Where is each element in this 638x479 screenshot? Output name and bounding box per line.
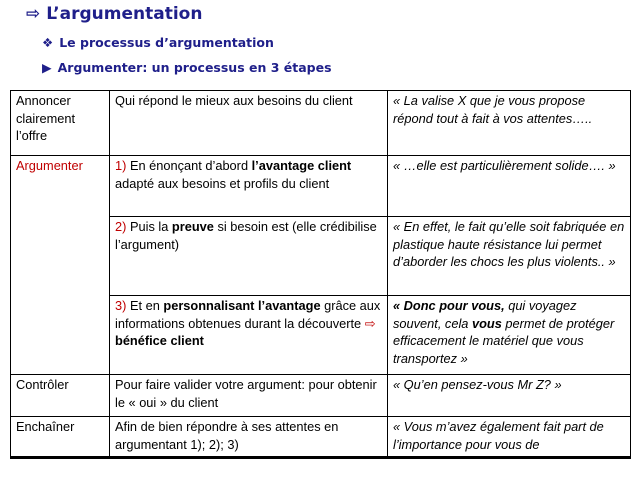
table-row (11, 375, 631, 417)
arrow-right-outline-icon: ⇨ (26, 4, 41, 24)
step-number: 3) (115, 298, 127, 313)
row-label: Annoncer clairement l’offre (11, 91, 110, 156)
step-text: grâce aux informations obtenues durant la découverte (115, 298, 381, 331)
triangle-right-icon: ▶ (42, 60, 52, 75)
slide-title (26, 4, 202, 24)
slide-bullet (42, 60, 332, 75)
example-text: permet de protéger efficacement le matériel que vous transportez » (393, 315, 615, 366)
step-text: Et en (126, 298, 164, 313)
step-bold: personnalisant l’avantage (163, 298, 321, 313)
row-example (388, 296, 631, 375)
four-diamond-icon: ❖ (42, 35, 54, 50)
example-bold: « Donc pour vous, (393, 298, 505, 313)
step-bold: preuve (171, 219, 214, 234)
row-example: « En effet, le fait qu’elle soit fabriquée en plastique haute résistance lui permet d’aborder les chocs les plus violents.. » (388, 217, 631, 296)
step-number: 2) (115, 219, 127, 234)
argumentation-table (10, 90, 631, 459)
row-description (110, 217, 388, 296)
row-description (110, 156, 388, 217)
example-bold: vous (471, 315, 502, 331)
row-label: Contrôler (11, 375, 110, 417)
step-bold: l’avantage client (251, 158, 352, 173)
step-text: Puis la (126, 219, 172, 234)
step-text: si besoin est (elle crédibilise l’argument) (115, 219, 377, 252)
row-label: Argumenter (11, 156, 110, 375)
step-text: En énonçant d’abord (126, 158, 252, 173)
row-description: Qui répond le mieux aux besoins du client (110, 91, 388, 156)
row-description (110, 296, 388, 375)
slide-subtitle (42, 35, 274, 50)
slide-title-text: L’argumentation (46, 4, 203, 24)
row-label: Enchaîner (11, 417, 110, 458)
row-description: Afin de bien répondre à ses attentes en argumentant 1); 2); 3) (110, 417, 388, 458)
step-text: adapté aux besoins et profils du client (115, 175, 330, 191)
table-row (11, 156, 631, 217)
table-row (11, 417, 631, 458)
step-number: 1) (115, 158, 127, 173)
row-example: « Qu’en pensez-vous Mr Z? » (388, 375, 631, 417)
slide-subtitle-text: Le processus d’argumentation (59, 35, 274, 50)
example-text: qui voyagez souvent, cela (393, 298, 577, 331)
step-bold: bénéfice client (115, 333, 204, 348)
row-example: « …elle est particulièrement solide…. » (388, 156, 631, 217)
arrow-right-outline-icon: ⇨ (364, 315, 376, 331)
row-example: « Vous m’avez également fait part de l’importance pour vous de (388, 417, 631, 458)
row-example: « La valise X que je vous propose répond tout à fait à vos attentes….. (388, 91, 631, 156)
table-row (11, 91, 631, 156)
slide-bullet-text: Argumenter: un processus en 3 étapes (57, 60, 332, 75)
row-description: Pour faire valider votre argument: pour obtenir le « oui » du client (110, 375, 388, 417)
